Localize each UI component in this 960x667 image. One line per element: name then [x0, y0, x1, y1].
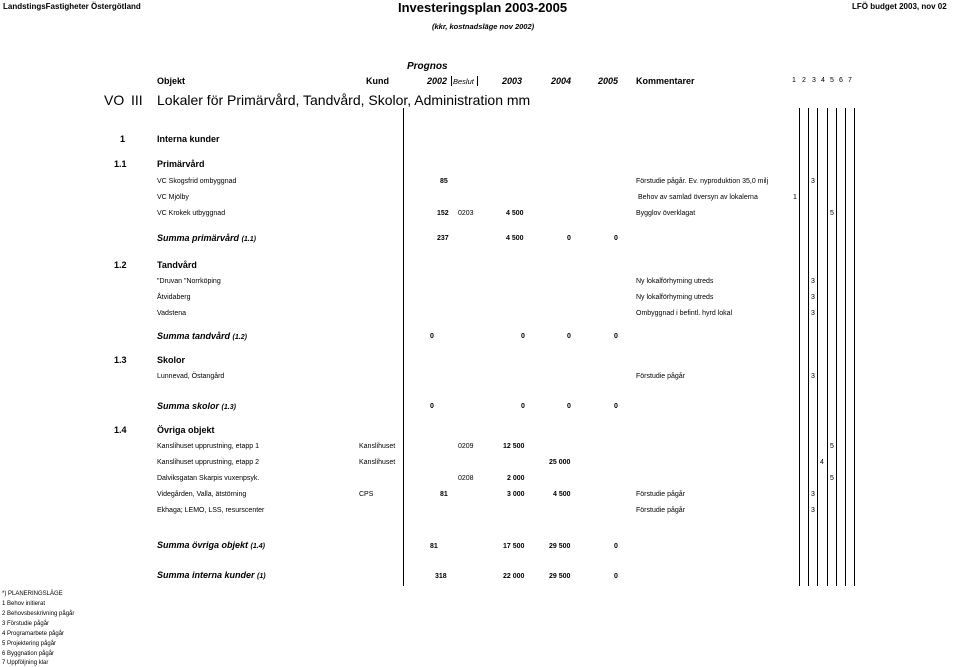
sum-2003: 0	[521, 333, 525, 340]
row-object: Åtvidaberg	[157, 294, 191, 301]
row-prognos-2002: 85	[440, 178, 448, 185]
sum-2003: 17 500	[503, 543, 525, 550]
row-kund: Kanslihuset	[359, 443, 396, 450]
prognos-header: Prognos	[407, 61, 448, 72]
organization-name: LandstingsFastigheter Östergötland	[3, 2, 141, 11]
legend-item: 1 Behov initierat	[2, 601, 46, 607]
row-plan-status: 3	[811, 373, 815, 380]
row-object: Kanslihuset upprustning, etapp 1	[157, 443, 259, 450]
row-comment: Behov av samlad översyn av lokalerna	[638, 194, 758, 201]
sum-label-tandvard: Summa tandvård (1.2)	[157, 331, 247, 341]
column-line-plan-2	[808, 108, 809, 586]
legend-item: 2 Behovsbeskrivning pågår	[2, 611, 75, 617]
row-2004: 25 000	[549, 459, 571, 466]
row-object: "Druvan "Norrköping	[157, 278, 221, 285]
row-plan-status: 5	[830, 210, 834, 217]
sum-2005: 0	[614, 333, 618, 340]
row-beslut: 0208	[458, 475, 474, 482]
budget-label: LFÖ budget 2003, nov 02	[852, 2, 947, 11]
beslut-divider-right	[477, 76, 478, 86]
row-object: Dalviksgatan Skarpis vuxenpsyk.	[157, 475, 260, 482]
row-object: VC Skogsfrid ombyggnad	[157, 178, 237, 185]
row-plan-status: 3	[811, 178, 815, 185]
section-number-1-4: 1.4	[114, 425, 127, 435]
row-object: Vadstena	[157, 310, 187, 317]
sum-2005: 0	[614, 543, 618, 550]
sum-2003: 0	[521, 403, 525, 410]
row-comment: Ny lokalförhyrning utreds	[636, 278, 714, 285]
total-2004: 29 500	[549, 573, 571, 580]
section-number-1-2: 1.2	[114, 260, 127, 270]
row-2003: 2 000	[507, 475, 525, 482]
row-plan-status: 5	[830, 475, 834, 482]
kommentarer-header: Kommentarer	[636, 76, 695, 86]
plan-header-7: 7	[848, 77, 852, 84]
section-label-skolor: Skolor	[157, 355, 186, 365]
page-title: Investeringsplan 2003-2005	[398, 0, 568, 15]
main-code-iii: III	[131, 92, 143, 108]
row-comment: Förstudie pågår	[636, 507, 686, 514]
main-code-vo: VO	[104, 92, 125, 108]
legend-item: 6 Byggnation pågår	[2, 651, 55, 657]
row-plan-status: 3	[811, 278, 815, 285]
row-2003: 12 500	[503, 443, 525, 450]
row-plan-status: 3	[811, 310, 815, 317]
row-kund: CPS	[359, 491, 374, 498]
row-comment: Bygglov överklagat	[636, 210, 696, 217]
legend-item: 7 Uppföljning klar	[2, 660, 49, 666]
row-plan-status: 4	[820, 459, 824, 466]
total-label: Summa interna kunder (1)	[157, 570, 266, 580]
plan-header-4: 4	[821, 77, 825, 84]
sum-2005: 0	[614, 403, 618, 410]
column-line-prognos	[403, 108, 404, 586]
beslut-divider-left	[451, 76, 452, 86]
kund-header: Kund	[366, 76, 389, 86]
row-object: Ekhaga; LEMO, LSS, resurscenter	[157, 507, 265, 514]
objekt-header: Objekt	[157, 76, 186, 86]
legend-item: 5 Projektering pågår	[2, 641, 57, 647]
row-2003: 4 500	[506, 210, 524, 217]
plan-header-5: 5	[830, 77, 834, 84]
sum-label-ovriga: Summa övriga objekt (1.4)	[157, 540, 265, 550]
year-2002-header: 2002	[427, 76, 448, 86]
sum-2004: 0	[567, 333, 571, 340]
sum-label-skolor: Summa skolor (1.3)	[157, 401, 236, 411]
year-2004-header: 2004	[551, 76, 572, 86]
row-object: Lunnevad, Östangård	[157, 373, 225, 380]
row-kund: Kanslihuset	[359, 459, 396, 466]
sum-label-primarvard: Summa primärvård (1.1)	[157, 233, 256, 243]
year-2005-header: 2005	[598, 76, 619, 86]
column-line-plan-4	[827, 108, 828, 586]
row-plan-status: 3	[811, 491, 815, 498]
row-plan-status: 1	[793, 194, 797, 201]
total-prognos-2002: 318	[435, 573, 447, 580]
plan-header-6: 6	[839, 77, 843, 84]
row-plan-status: 3	[811, 294, 815, 301]
total-2005: 0	[614, 573, 618, 580]
column-line-plan-3	[817, 108, 818, 586]
sum-prognos-2002: 0	[430, 333, 434, 340]
main-section-title: Lokaler för Primärvård, Tandvård, Skolor, Administration mm	[157, 92, 531, 108]
row-object: Kanslihuset upprustning, etapp 2	[157, 459, 259, 466]
section-number-1-3: 1.3	[114, 355, 127, 365]
row-comment: Förstudie pågår	[636, 491, 686, 498]
sum-2004: 0	[567, 235, 571, 242]
row-prognos-2002: 152	[437, 210, 449, 217]
legend-title: *) PLANERINGSLÄGE	[2, 591, 63, 597]
plan-header-3: 3	[812, 77, 816, 84]
row-comment: Förstudie pågår. Ev. nyproduktion 35,0 milj	[636, 178, 769, 185]
row-object: Videgården, Valla, ätstörning	[157, 491, 247, 498]
row-object: VC Mjölby	[157, 194, 189, 201]
column-line-plan-5	[836, 108, 837, 586]
section-label-primarvard: Primärvård	[157, 159, 205, 169]
year-2003-header: 2003	[502, 76, 523, 86]
total-2003: 22 000	[503, 573, 525, 580]
page-subtitle: (kkr, kostnadsläge nov 2002)	[432, 22, 535, 31]
row-object: VC Krokek utbyggnad	[157, 210, 226, 217]
row-comment: Förstudie pågår	[636, 373, 686, 380]
section-label-ovriga: Övriga objekt	[157, 425, 215, 435]
sum-prognos-2002: 237	[437, 235, 449, 242]
section-number-1-1: 1.1	[114, 159, 127, 169]
plan-header-2: 2	[802, 77, 806, 84]
column-line-plan-7	[854, 108, 855, 586]
beslut-header: Beslut	[453, 77, 474, 86]
row-beslut: 0209	[458, 443, 474, 450]
sum-prognos-2002: 0	[430, 403, 434, 410]
row-beslut: 0203	[458, 210, 474, 217]
sum-2004: 29 500	[549, 543, 571, 550]
row-plan-status: 3	[811, 507, 815, 514]
row-comment: Ny lokalförhyrning utreds	[636, 294, 714, 301]
column-line-plan-6	[845, 108, 846, 586]
row-plan-status: 5	[830, 443, 834, 450]
legend-item: 4 Programarbete pågår	[2, 631, 65, 637]
sum-prognos-2002: 81	[430, 543, 438, 550]
row-2003: 3 000	[507, 491, 525, 498]
interna-label: Interna kunder	[157, 134, 220, 144]
row-comment: Ombyggnad i befintl. hyrd lokal	[636, 310, 733, 317]
column-line-plan-1	[799, 108, 800, 586]
interna-number: 1	[120, 134, 126, 144]
legend-item: 3 Förstudie pågår	[2, 621, 50, 627]
sum-2005: 0	[614, 235, 618, 242]
plan-header-1: 1	[792, 77, 796, 84]
row-prognos-2002: 81	[440, 491, 448, 498]
section-label-tandvard: Tandvård	[157, 260, 197, 270]
sum-2003: 4 500	[506, 235, 524, 242]
row-2004: 4 500	[553, 491, 571, 498]
sum-2004: 0	[567, 403, 571, 410]
